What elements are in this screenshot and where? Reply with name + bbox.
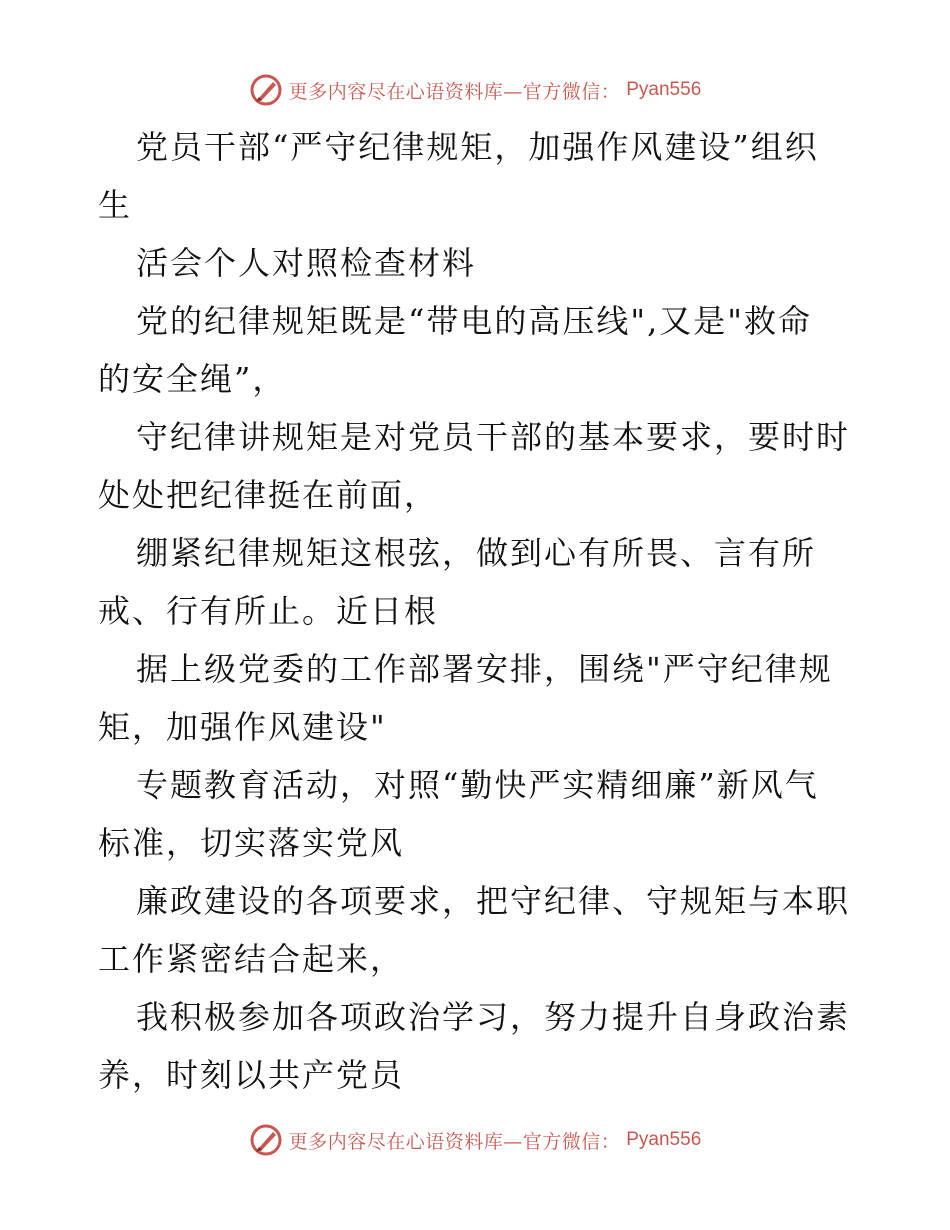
text-line: 戒、行有所止。近日根 <box>98 592 439 630</box>
text-line: 活会个人对照检查材料 <box>136 244 477 282</box>
watermark-wechat-id: Pyan556 <box>626 1129 702 1150</box>
text-line: 我积极参加各项政治学习，努力提升自身政治素 <box>136 998 851 1036</box>
header-watermark <box>0 70 950 110</box>
text-line: 廉政建设的各项要求，把守纪律、守规矩与本职 <box>136 882 851 920</box>
watermark-text: 更多内容尽在心语资料库—官方微信： <box>288 1130 621 1153</box>
quill-pen-seal-icon <box>249 73 283 107</box>
text-line: 党的纪律规矩既是“带电的高压线",又是"救命 <box>136 302 812 340</box>
quill-pen-seal-icon <box>249 1123 283 1157</box>
text-line: 据上级党委的工作部署安排，围绕"严守纪律规 <box>136 650 833 688</box>
watermark-text: 更多内容尽在心语资料库—官方微信： <box>288 80 621 103</box>
text-line: 绷紧纪律规矩这根弦，做到心有所畏、言有所 <box>136 534 817 572</box>
text-line: 养，时刻以共产党员 <box>98 1056 405 1094</box>
text-line: 生 <box>98 186 133 224</box>
text-line: 守纪律讲规矩是对党员干部的基本要求，要时时 <box>136 418 851 456</box>
text-line: 标准，切实落实党风 <box>98 824 405 862</box>
watermark-wechat-id: Pyan556 <box>626 79 702 100</box>
document-body <box>98 118 858 1104</box>
text-line: 处处把纪律挺在前面， <box>98 476 439 514</box>
text-line: 的安全绳”， <box>98 360 287 398</box>
text-line: 工作紧密结合起来， <box>98 940 405 978</box>
text-line: 党员干部“严守纪律规矩，加强作风建设”组织 <box>136 128 819 166</box>
footer-watermark <box>0 1120 950 1160</box>
text-line: 专题教育活动，对照“勤快严实精细廉”新风气 <box>136 766 819 804</box>
text-line: 矩，加强作风建设" <box>98 708 387 746</box>
